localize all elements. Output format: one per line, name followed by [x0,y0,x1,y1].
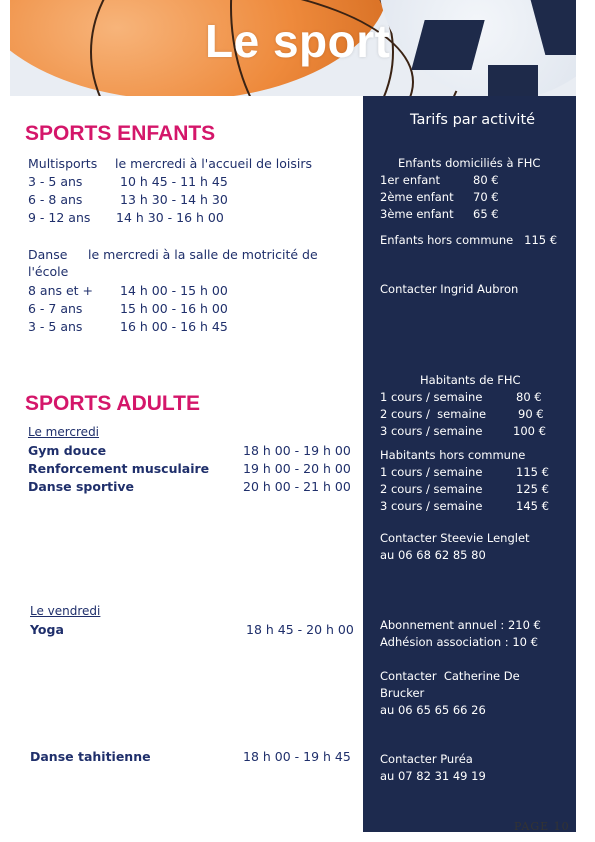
adults-fhc-label-2: 2 cours / semaine [380,407,487,421]
yoga-subscription: Abonnement annuel : 210 € [380,618,541,632]
adults-fhc-label-3: 3 cours / semaine [380,424,483,438]
adults-fhc-heading: Habitants de FHC [420,373,521,387]
kids-out-price: Enfants hors commune 115 € [380,233,558,247]
contact-yoga-phone: au 06 65 65 66 26 [380,703,486,717]
header-banner [10,0,576,96]
contact-tahiti-phone: au 07 82 31 49 19 [380,769,486,783]
danse-age-3: 3 - 5 ans [28,319,83,334]
danse-time-1: 14 h 00 - 15 h 00 [120,283,228,298]
kids-fhc-label-2: 2ème enfant [380,190,454,204]
page-title: Le sport [205,15,391,67]
adults-fhc-price-1: 80 € [516,390,542,404]
yoga-membership: Adhésion association : 10 € [380,635,538,649]
adults-out-label-3: 3 cours / semaine [380,499,483,513]
multisports-name: Multisports [28,156,98,171]
contact-adults-phone: au 06 68 62 85 80 [380,548,486,562]
renforcement-time: 19 h 00 - 20 h 00 [243,461,351,476]
gym-douce-name: Gym douce [28,443,107,458]
danse-time-3: 16 h 00 - 16 h 45 [120,319,228,334]
adults-out-heading: Habitants hors commune [380,448,526,462]
gym-douce-time: 18 h 00 - 19 h 00 [243,443,351,458]
multisports-time-1: 10 h 45 - 11 h 45 [120,174,228,189]
tahiti-name: Danse tahitienne [30,749,151,764]
multisports-time-3: 14 h 30 - 16 h 00 [116,210,224,225]
adults-out-label-1: 1 cours / semaine [380,465,483,479]
pricing-sidebar [363,96,576,832]
contact-kids: Contacter Ingrid Aubron [380,282,519,296]
multisports-age-3: 9 - 12 ans [28,210,91,225]
contact-adults-name: Contacter Steevie Lenglet [380,531,530,545]
multisports-age-1: 3 - 5 ans [28,174,83,189]
danse-time-2: 15 h 00 - 16 h 00 [120,301,228,316]
kids-fhc-price-3: 65 € [473,207,499,221]
kids-fhc-label-1: 1er enfant [380,173,441,187]
tahiti-time: 18 h 00 - 19 h 45 [243,749,351,764]
multisports-time-2: 13 h 30 - 14 h 30 [120,192,228,207]
kids-fhc-price-2: 70 € [473,190,499,204]
adults-out-price-3: 145 € [516,499,549,513]
kids-heading: SPORTS ENFANTS [25,122,216,145]
kids-fhc-price-1: 80 € [473,173,499,187]
yoga-name: Yoga [30,622,64,637]
danse-age-1: 8 ans et + [28,283,94,298]
danse-age-2: 6 - 7 ans [28,301,83,316]
adults-out-price-1: 115 € [516,465,549,479]
renforcement-name: Renforcement musculaire [28,461,210,476]
kids-fhc-label-3: 3ème enfant [380,207,454,221]
contact-yoga-line1: Contacter Catherine De [380,669,520,683]
adults-out-price-2: 125 € [516,482,549,496]
contact-tahiti-name: Contacter Puréa [380,752,473,766]
multisports-age-2: 6 - 8 ans [28,192,83,207]
danse-sportive-time: 20 h 00 - 21 h 00 [243,479,351,494]
danse-name: Danse [28,247,68,262]
yoga-time: 18 h 45 - 20 h 00 [246,622,354,637]
adults-heading: SPORTS ADULTE [25,392,201,415]
wednesday-label: Le mercredi [28,425,100,439]
kids-fhc-heading: Enfants domiciliés à FHC [398,156,541,170]
danse-desc: le mercredi à la salle de motricité de [88,247,318,262]
adults-fhc-price-2: 90 € [518,407,544,421]
contact-yoga-line2: Brucker [380,686,425,700]
adults-fhc-label-1: 1 cours / semaine [380,390,483,404]
adults-out-label-2: 2 cours / semaine [380,482,483,496]
adults-fhc-price-3: 100 € [513,424,546,438]
sidebar-title: Tarifs par activité [410,112,536,128]
friday-label: Le vendredi [30,604,101,618]
multisports-desc: le mercredi à l'accueil de loisirs [115,156,312,171]
danse-desc-2: l'école [28,264,69,279]
page-number: PAGE 10 [514,820,570,833]
danse-sportive-name: Danse sportive [28,479,135,494]
